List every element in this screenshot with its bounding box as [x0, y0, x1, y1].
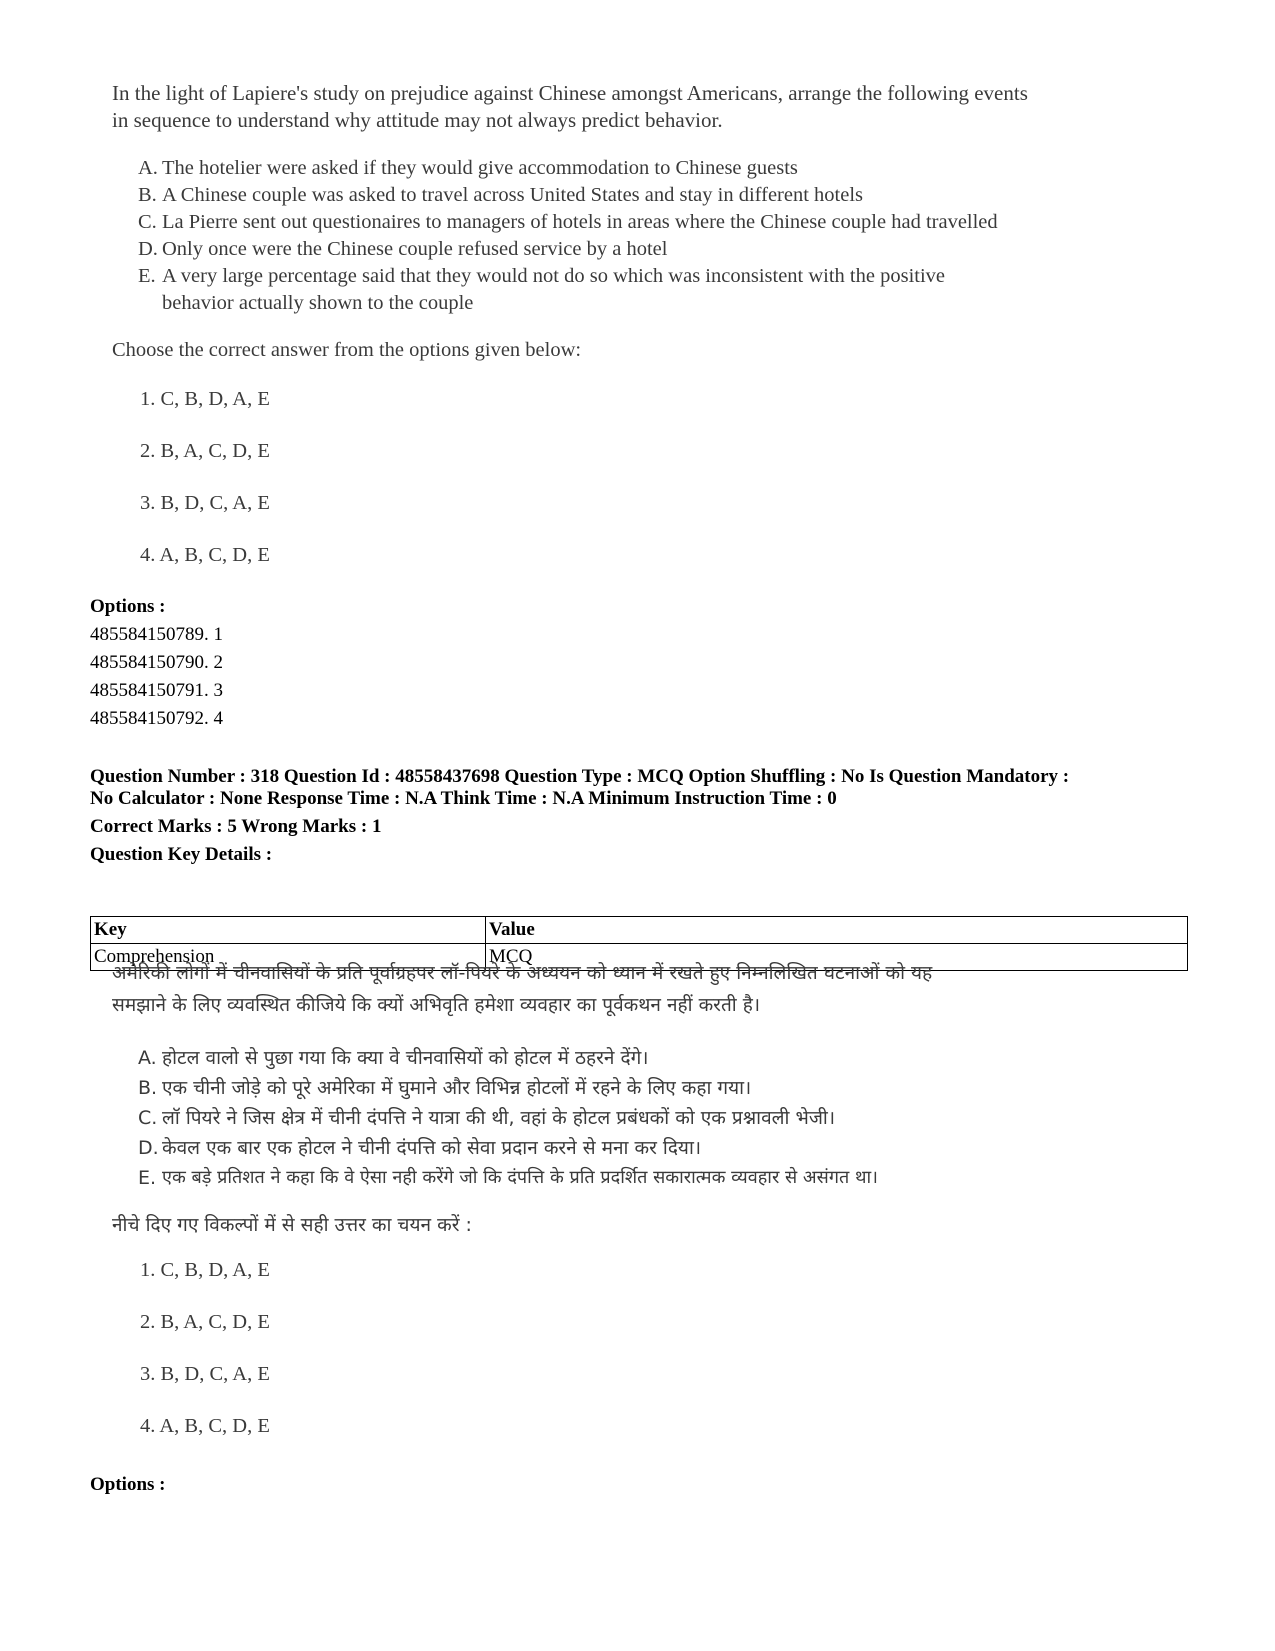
- list-item: B. एक चीनी जोड़े को पूरे अमेरिका में घुमाने और विभिन्न होटलों में रहने के लिए कहा गया।: [138, 1077, 752, 1099]
- answer-choice: 3. B, D, C, A, E: [140, 492, 270, 514]
- question-stem-line: in sequence to understand why attitude may not always predict behavior.: [112, 108, 723, 132]
- question-meta: [90, 766, 1069, 866]
- list-item: D. केवल एक बार एक होटल ने चीनी दंपत्ति को सेवा प्रदान करने से मना कर दिया।: [138, 1137, 702, 1159]
- table-cell: MCQ: [486, 944, 1188, 971]
- table-header-cell: Key: [91, 917, 486, 944]
- key-details-heading: Question Key Details :: [90, 844, 273, 865]
- list-item: E. एक बड़े प्रतिशत ने कहा कि वे ऐसा नही करेंगे जो कि दंपत्ति के प्रति प्रदर्शित सकारात्मक व्यवहार से असंगत था।: [138, 1167, 878, 1189]
- english-question-block: [112, 80, 1028, 596]
- answer-choices: [140, 388, 1028, 596]
- answer-choice: 2. B, A, C, D, E: [140, 440, 270, 462]
- options-block: [90, 593, 223, 733]
- event-list: [138, 1043, 932, 1193]
- question-stem-line: In the light of Lapiere's study on prejudice against Chinese amongst Americans, arrange the following events: [112, 81, 1028, 105]
- answer-choice: 1. C, B, D, A, E: [140, 388, 270, 410]
- options-heading: Options :: [90, 596, 166, 617]
- answer-choice: 3. B, D, C, A, E: [140, 1363, 270, 1385]
- answer-choice: 4. A, B, C, D, E: [140, 1415, 270, 1437]
- options-heading: Options :: [90, 1474, 166, 1495]
- list-item: A. होटल वालो से पुछा गया कि क्या वे चीनवासियों को होटल में ठहरने देंगे।: [138, 1047, 649, 1069]
- question-stem-line: समझाने के लिए व्यवस्थित कीजिये कि क्यों अभिवृति हमेशा व्यवहार का पूर्वकथन नहीं करती है।: [112, 994, 761, 1016]
- event-list: [138, 155, 1028, 317]
- list-item: A. The hotelier were asked if they would give accommodation to Chinese guests: [138, 157, 798, 179]
- choose-instruction: नीचे दिए गए विकल्पों में से सही उत्तर का चयन करें :: [112, 1214, 472, 1236]
- marks-line: Correct Marks : 5 Wrong Marks : 1: [90, 816, 382, 837]
- question-meta-line: Question Number : 318 Question Id : 48558437698 Question Type : MCQ Option Shuffling : No Is Question Mandatory :: [90, 766, 1070, 787]
- answer-choice: 1. C, B, D, A, E: [140, 1259, 270, 1281]
- table-header-row: [91, 917, 1188, 944]
- option-item: 485584150790. 2: [90, 652, 223, 673]
- question-stem-line: अमेरिकी लोगों में चीनवासियों के प्रति पूर्वाग्रहपर लॉ-पियरे के अध्ययन को ध्यान में रखते हुए निम्नलिखित घटनाओं को यह: [112, 962, 933, 984]
- table-cell: Comprehension: [91, 944, 486, 971]
- list-item-continuation: behavior actually shown to the couple: [162, 292, 474, 314]
- list-item: B. A Chinese couple was asked to travel across United States and stay in different hotels: [138, 184, 864, 206]
- choose-instruction: Choose the correct answer from the options given below:: [112, 339, 582, 361]
- table-header-cell: Value: [486, 917, 1188, 944]
- option-item: 485584150789. 1: [90, 624, 223, 645]
- question-meta-line: No Calculator : None Response Time : N.A Think Time : N.A Minimum Instruction Time : 0: [90, 788, 837, 809]
- option-item: 485584150792. 4: [90, 708, 223, 729]
- list-item: C. La Pierre sent out questionaires to managers of hotels in areas where the Chinese couple had travelled: [138, 211, 998, 233]
- answer-choices: [140, 1259, 932, 1467]
- option-item: 485584150791. 3: [90, 680, 223, 701]
- list-item: C. लॉ पियरे ने जिस क्षेत्र में चीनी दंपत्ति ने यात्रा की थी, वहां के होटल प्रबंधकों को एक प्रश्नावली भेजी।: [138, 1107, 836, 1129]
- list-item: E. A very large percentage said that they would not do so which was inconsistent with the positive: [138, 265, 946, 287]
- answer-choice: 4. A, B, C, D, E: [140, 544, 270, 566]
- hindi-question-block: [112, 957, 932, 1467]
- list-item: D. Only once were the Chinese couple refused service by a hotel: [138, 238, 668, 260]
- answer-choice: 2. B, A, C, D, E: [140, 1311, 270, 1333]
